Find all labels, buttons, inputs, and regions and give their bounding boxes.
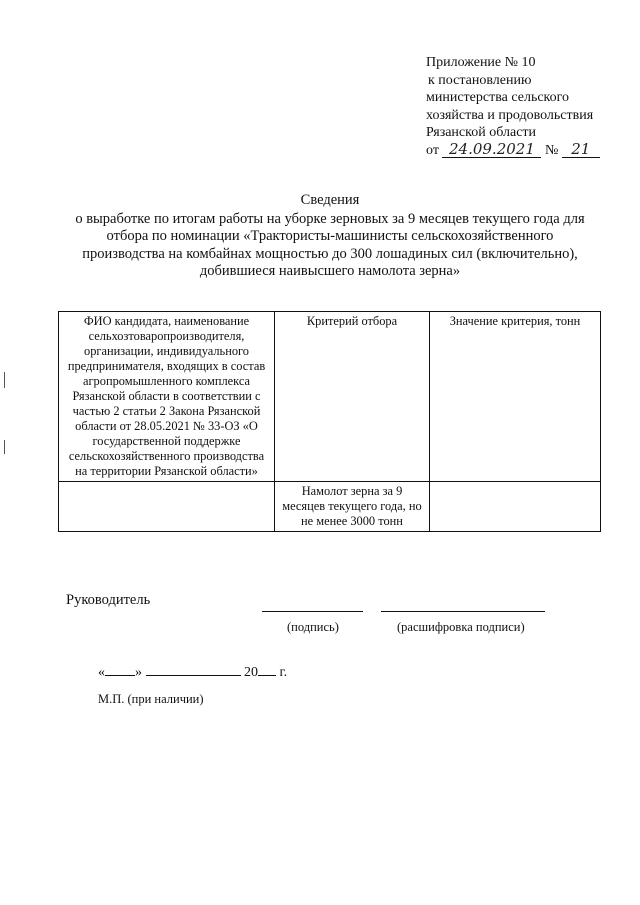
heading-line: отбора по номинации «Трактористы-машинисты сельскохозяйственного: [106, 228, 554, 245]
document-title: Сведения: [300, 192, 360, 208]
appendix-line: к постановлению: [428, 72, 532, 88]
handwritten-date: 24.09.2021: [442, 142, 541, 158]
date-line: [98, 662, 287, 681]
year-prefix: 20: [244, 665, 258, 680]
heading-line: добившиеся наивысшего намолота зерна»: [199, 263, 461, 280]
document-heading: [40, 192, 620, 281]
signer-role: Руководитель: [66, 592, 151, 608]
handwritten-number: 21: [562, 142, 600, 158]
table-header-row: [59, 312, 601, 482]
signature-decode-line: [381, 611, 545, 612]
month-blank: [146, 662, 241, 676]
open-quote: «: [98, 665, 105, 680]
header-criterion-cell: Критерий отбора: [275, 312, 430, 482]
heading-line: производства на комбайнах мощностью до 300 лошадиных сил (включительно),: [82, 245, 578, 262]
appendix-line: хозяйства и продовольствия: [426, 107, 594, 123]
stamp-note: М.П. (при наличии): [98, 692, 204, 706]
header-candidate-cell: ФИО кандидата, наименование сельхозтоваропроизводителя, организации, индивидуального предпринимателя, входящих в состав агропромышленного комплекса Рязанской области в соответствии с частью 2 статьи 2 Закона Рязанской области от 28.05.2021 № 33-ОЗ «О государственной поддержке сельскохозяйственного производства на территории Рязанской области»: [59, 312, 275, 482]
header-value-cell: Значение критерия, тонн: [430, 312, 601, 482]
year-suffix: г.: [276, 665, 288, 680]
value-cell: [430, 482, 601, 532]
appendix-date-line: [426, 139, 631, 160]
candidate-cell: [59, 482, 275, 532]
appendix-line: Приложение № 10: [426, 55, 536, 70]
appendix-line: министерства сельского: [426, 90, 570, 105]
from-label: от: [426, 142, 439, 158]
appendix-block: [426, 54, 631, 159]
day-blank: [105, 662, 135, 676]
appendix-line: Рязанской области: [426, 125, 537, 140]
signature-decode-caption: (расшифровка подписи): [397, 620, 525, 634]
year-blank: [258, 662, 276, 676]
signature-line: [262, 611, 363, 612]
margin-mark-bottom: [4, 440, 5, 454]
criterion-cell: Намолот зерна за 9 месяцев текущего года, но не менее 3000 тонн: [275, 482, 430, 532]
number-label: №: [544, 142, 559, 158]
margin-mark-top: [4, 372, 5, 388]
criteria-table: [58, 311, 601, 532]
table-row: [59, 482, 601, 532]
heading-line: о выработке по итогам работы на уборке зерновых за 9 месяцев текущего года для: [75, 210, 585, 227]
signature-caption: (подпись): [287, 620, 339, 634]
close-quote: »: [135, 665, 142, 680]
